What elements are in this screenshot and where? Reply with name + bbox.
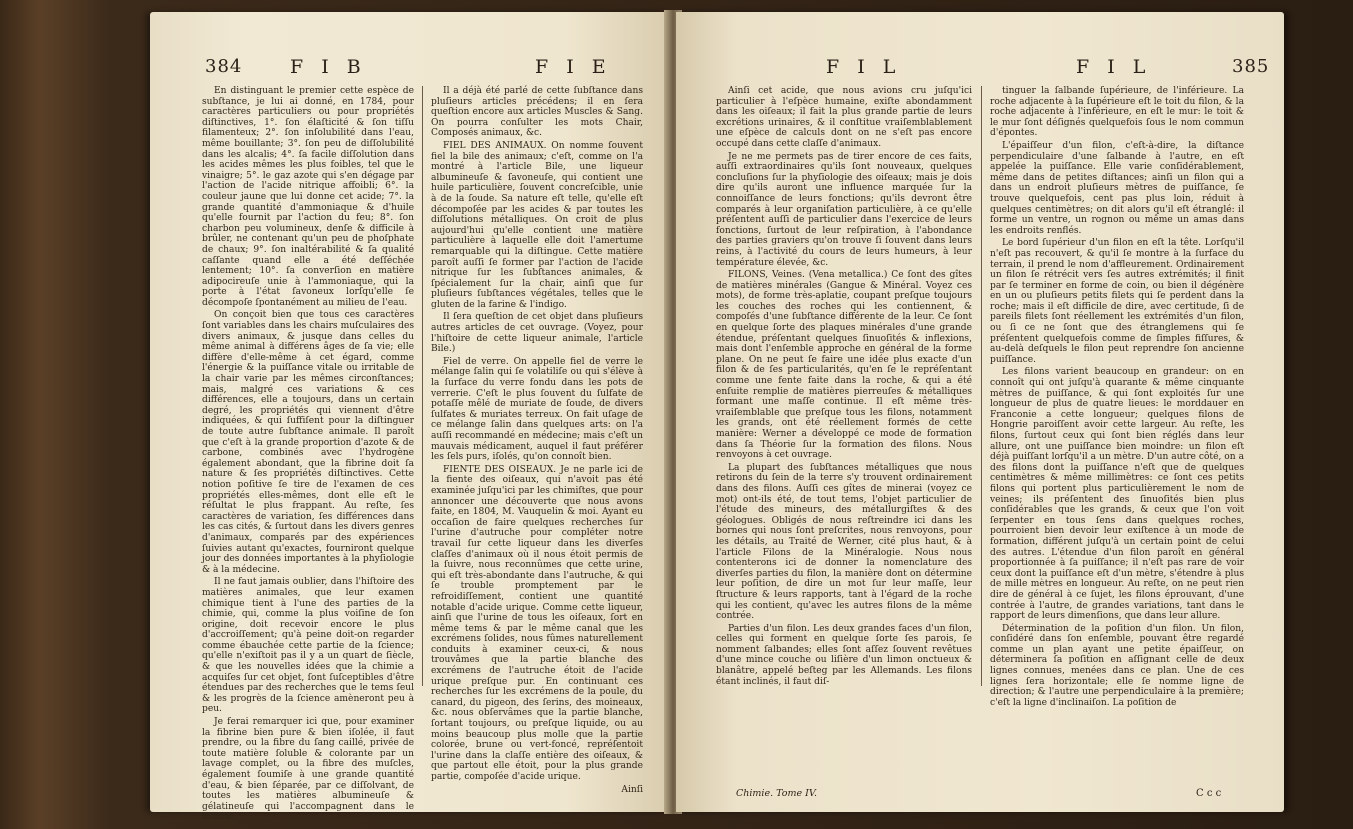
paragraph: La plupart des ſubſtances métalliques que nous retirons du ſein de la terre s'y trouvent ordinairement dans des filons. Auſſi ces gîtes de minerai (voyez ce mot) ont-ils été, de tout tems, l'objet particulier de l'étude des mineurs, des métallurgiſtes & des géologues. Obligés de nous reſtreindre ici dans les bornes qui nous ſont preſcrites, nous renvoyons, pour les détails, au Traité de Werner, cité plus haut, & à l'article Filons de la Minéralogie. Nous nous contenterons ici de donner la nomenclature des diverſes parties du filon, la manière dont on détermine leur poſition, de dire un mot ſur leur maſſe, leur ſtructure & leurs rapports, tant à l'égard de la roche qui les contient, qu'avec les autres filons de la même contrée. [716,462,972,622]
paragraph: Le bord ſupérieur d'un filon en eſt la tête. Lorſqu'il n'eſt pas recouvert, & qu'il ſe montre à la ſurface du terrain, il prend le nom d'affleurement. Ordinairement un filon ſe rétrécit vers ſes autres extrémités; il finit par ſe terminer en forme de coin, ou bien il dégénère en un ou pluſieurs petits filets qui ſe perdent dans la roche; mais il eſt difficile de dire, avec certitude, ſi de pareils filets ſont réellement les extrémités d'un filon, ou ſi ce ne ſont que des étranglemens qui ſe préſentent quelquefois comme de ſimples fiſſures, & au-delà deſquels le filon peut reprendre ſon ancienne puiſſance. [990,238,1244,365]
paragraph: Il ne faut jamais oublier, dans l'hiſtoire des matières animales, que leur examen chimique tient à l'une des parties de la chimie, qui, comme la plus voiſine de ſon origine, doit recevoir encore le plus d'accroiſſement; qu'à peine doit-on regarder comme ébauchée cette partie de la ſcience; qu'elle n'exiſtoit pas il y a un quart de ſiècle, & que les nouvelles idées que la chimie a acquiſes ſur cet objet, ſont ſuſceptibles d'être étendues par des recherches que le tems ſeul & les progrès de la ſcience amèneront peu à peu. [202,577,414,715]
running-title-fil-2: F I L [1076,56,1152,78]
left-column-2 [431,86,643,795]
entry-fiente-des-oiseaux: FIENTE DES OISEAUX. Je ne parle ici de la fiente des oiſeaux, qui n'avoit pas été examinée juſqu'ici par les chimiſtes, que pour annoncer une découverte que nous avons faite, en 1804, M. Vauquelin & moi. Ayant eu occaſion de faire quelques recherches ſur l'urine d'autruche pour compléter notre travail ſur cette liqueur dans les diverſes claſſes d'animaux où il nous étoit permis de la ſuivre, nous reconnûmes que cette urine, qui eſt très-abondante dans l'autruche, & qui ſe trouble promptement par le refroidiſſement, contient une quantité notable d'acide urique. Comme cette liqueur, ainſi que l'urine de tous les oiſeaux, ſort en même tems & par le même canal que les excrémens ſolides, nous fûmes naturellement conduits à examiner ceux-ci, & nous trouvâmes que la partie blanche des excrémens de l'autruche étoit de l'acide urique preſque pur. En continuant ces recherches ſur les excrémens de la poule, du canard, du pigeon, des ſerins, des moineaux, &c. nous obſervâmes que la partie blanche, ſortant toujours, ou preſque liquide, ou au moins beaucoup plus molle que la partie colorée, brune ou vert-foncé, repréſentoit l'urine dans la claſſe entière des oiſeaux, & que partout elle étoit, pour la plus grande partie, compoſée d'acide urique. [431,464,643,782]
paragraph: Parties d'un filon. Les deux grandes faces d'un filon, celles qui forment en quelque ſorte ſes parois, ſe nomment ſalbandes; elles ſont aſſez ſouvent revêtues d'une mince couche ou liſière d'un limon onctueux & blanâtre, appelé beſteg par les Allemands. Les filons étant inclinés, il faut diſ- [716,623,972,687]
paragraph: On conçoit bien que tous ces caractères ſont variables dans les chairs muſculaires des divers animaux, & jusque dans celles du même animal à différens âges de ſa vie; elle diffère d'elle-même à cet égard, comme l'énergie & la puiſſance vitale ou irritable de la chair varie par les mêmes circonſtances; mais, malgré ces variations & ces différences, elle a toujours, dans un certain degré, les propriétés qui viennent d'être indiquées, & qui ſuffiſent pour la diſtinguer de toute autre ſubſtance animale. Il paroît que c'eſt à la grande proportion d'azote & de carbone, combinés avec l'hydrogène également abondant, que la fibrine doit ſa nature & ſes propriétés diſtinctives. Cette notion poſitive ſe tire de l'examen de ces propriétés elles-mêmes, dont elle eſt le réſultat le plus frappant. Au reſte, ſes caractères de variation, ſes différences dans les cas cités, & ſurtout dans les divers genres d'animaux, comparés par des expériences ſuivies autant qu'exactes, fourniront quelque jour des données importantes à la phyſiologie & à la médecine. [202,310,414,575]
left-running-head [150,56,670,80]
paragraph: Détermination de la poſition d'un filon. Un filon, conſidéré dans ſon enſemble, pouvant être regardé comme un plan ayant une petite épaiſſeur, on déterminera ſa poſition en aſſignant celle de deux lignes connues, menées dans ce plan. Une de ces lignes ſera horizontale; elle ſe nomme ligne de direction; & l'autre une perpendiculaire à la première; c'eſt la ligne d'inclinaiſon. La poſition de [990,623,1244,708]
paragraph: Il ſera queſtion de cet objet dans pluſieurs autres articles de cet ouvrage. (Voyez, pour l'hiſtoire de cette liqueur animale, l'article Bile.) [431,312,643,355]
paragraph: Je ferai remarquer ici que, pour examiner la fibrine bien pure & bien iſolée, il faut prendre, ou la fibre du ſang caillé, privée de toute matière ſoluble & colorante par un lavage complet, ou la fibre des muſcles, également ſoumiſe à une grande quantité d'eau, & bien ſéparée, par ce diſſolvant, de toutes les matières albumineuſe & gélatineuſe qui l'accompagnent dans le muſcle. [202,717,414,823]
paragraph: L'épaiſſeur d'un filon, c'eſt-à-dire, la diſtance perpendiculaire d'une ſalbande à l'autre, en eſt appelée la puiſſance. Elle varie conſidérablement, même dans de petites diſtances; ainſi un filon qui a dans un endroit pluſieurs mètres de puiſſance, ſe trouve quelquefois, cent pas plus loin, réduit à quelques centimètres; on dit alors qu'il eſt étranglé: il forme un ventre, un rognon ou même un amas dans les endroits renflés. [990,140,1244,236]
signature-mark: C c c [1196,788,1222,799]
volume-footer: Chimie. Tome IV. [736,788,818,799]
running-title-fie: F I E [535,56,612,78]
running-title-fib: F I B [290,56,367,78]
catchword: Ainſi [621,784,643,795]
running-title-fil-1: F I L [826,56,902,78]
column-rule [422,86,423,686]
left-column-1 [202,86,414,823]
right-page [676,12,1284,812]
paragraph: tinguer la ſalbande ſupérieure, de l'inférieure. La roche adjacente à la ſupérieure eſt le toit du filon, & la roche adjacente à l'inférieure, en eſt le mur: le toit & le mur ſont déſignés quelquefois ſous le nom commun d'épontes. [990,86,1244,139]
column-rule [981,86,982,686]
paragraph: Il a déjà été parlé de cette ſubſtance dans pluſieurs articles précédens; il en ſera queſtion encore aux articles Muscles & Sang. On pourra conſulter les mots Chair, Composés animaux, &c. [431,86,643,139]
right-running-head [676,56,1284,80]
entry-filons: FILONS, Veines. (Vena metallica.) Ce ſont des gîtes de matières minérales (Gangue & Minéral. Voyez ces mots), de forme très-aplatie, coupant preſque toujours les couches des roches qui les contiennent, & compoſés d'une ſubſtance différente de la leur. Ce ſont en quelque ſorte des plaques minérales d'une grande étendue, préſentant quelques ſinuoſités & inflexions, mais dont l'enſemble approche en général de la forme plane. On ne peut ſe faire une idée plus exacte d'un filon & de ſes particularités, qu'en ſe le repréſentant comme une fente faite dans la roche, & qui a été enſuite remplie de matières pierreuſes & métalliques formant une maſſe continue. Il eſt même très-vraiſemblable que preſque tous les filons, notamment les grands, ont été réellement formés de cette manière: Werner a développé ce mode de formation dans ſa Théorie ſur la formation des filons. Nous renvoyons à cet ouvrage. [716,270,972,461]
left-page [150,12,670,823]
entry-fiel-de-verre: Fiel de verre. On appelle fiel de verre le mélange ſalin qui ſe volatiliſe ou qui s'élève à la ſurface du verre fondu dans les pots de verrerie. C'eſt le plus ſouvent du ſulfate de potaſſe mêlé de muriate de ſoude, de divers ſulfates & muriates terreux. On fait uſage de ce mélange ſalin dans quelques arts: on l'a auſſi recommandé en médecine; mais c'eſt un mauvais médicament, auquel il faut préférer les ſels purs, iſolés, qu'on connoît bien. [431,356,643,463]
right-column-2 [990,86,1244,791]
paragraph: Je ne me permets pas de tirer encore de ces faits, auſſi extraordinaires qu'ils ſont nouveaux, quelques concluſions ſur la phyſiologie des oiſeaux; mais je dois dire qu'ils auront une influence marquée ſur la connoiſſance de leurs fonctions; qu'ils devront être comparés à leur organiſation particulière, à ce qu'elle préſentent auſſi de particulier dans l'exercice de leurs fonctions, ſurtout de leur reſpiration, à l'abondance des parties graviers qu'on trouve ſi ſouvent dans leurs reins, à l'activité du cours de leurs humeurs, à leur température élevée, &c. [716,151,972,268]
paragraph: Ainſi cet acide, que nous avions cru juſqu'ici particulier à l'eſpèce humaine, exiſte abondamment dans les oiſeaux; il fait la plus grande partie de leurs excrétions urinaires, & il conſtitue vraiſemblablement une eſpèce de calculs dont on ne s'eſt pas encore occupé dans cette claſſe d'animaux. [716,86,972,149]
entry-fiel-des-animaux: FIEL DES ANIMAUX. On nomme ſouvent fiel la bile des animaux; c'eſt, comme on l'a montré à l'article Bile, une liqueur albumineuſe & ſavoneuſe, qui contient une huile particulière, ſouvent concreſcible, unie à de la ſoude. Sa nature eſt telle, qu'elle eſt décompoſée par les acides & par toutes les diſſolutions métalliques. On croit de plus aujourd'hui qu'elle contient une matière particulière à laquelle elle doit l'amertume remarquable qui la diſtingue. Cette matière paroît auſſi ſe former par l'action de l'acide nitrique ſur les ſubſtances animales, & ſpécialement ſur la chair, ainſi que ſur pluſieurs ſubſtances végétales, telles que le gluten de la farine & l'indigo. [431,140,643,310]
page-number-left: 384 [205,56,243,77]
paragraph: En distinguant le premier cette espèce de subſtance, je lui ai donné, en 1784, pour caractères particuliers ou pour propriétés diſtinctives, 1°. ſon élaſticité & ſon tiſſu filamenteux; 2°. ſon inſolubilité dans l'eau, même bouillante; 3°. ſon peu de diſſolubilité dans les alcalis; 4°. ſa facile diſſolution dans les acides mêmes les plus foibles, tel que le vinaigre; 5°. le gaz azote qui s'en dégage par l'action de l'acide nitrique affoibli; 6°. la couleur jaune que lui donne cet acide; 7°. la grande quantité d'ammoniaque & d'huile qu'elle fournit par l'action du feu; 8°. ſon charbon peu volumineux, denſe & difficile à brûler, ne contenant qu'un peu de phoſphate de chaux; 9°. ſon inaltérabilité & ſa qualité caſſante quand elle a été deſſéchée lentement; 10°. ſa converſion en matière adipocireuſe unie à l'ammoniaque, qui la porte à l'état ſavoneux lorſqu'elle ſe décompoſe ſpontanément au milieu de l'eau. [202,86,414,308]
paragraph: Les filons varient beaucoup en grandeur: on en connoît qui ont juſqu'à quarante & même cinquante mètres de puiſſance, & qui ſont exploités ſur une longueur de plus de quatre lieues: le morddauer en Franconie a cette longueur; quelques filons de Hongrie paroiſſent avoir cette largeur. Au reſte, les filons, ſurtout ceux qui ſont bien réglés dans leur allure, ont une puiſſance bien moindre: un filon eſt déjà puiſſant lorſqu'il a un mètre. D'un autre côté, on a des filons dont la puiſſance n'eſt que de quelques centimètres & même millimètres: ce ſont ces petits filons qui portent plus particulièrement le nom de veines; ils préſentent des ſinuoſités bien plus conſidérables que les grands, & ceux que l'on voit ſerpenter en tous ſens dans quelques roches, pourroient bien devoir leur exiſtence à un mode de formation, différent juſqu'à un certain point de celui des autres. L'étendue d'un filon paroît en général proportionnée à ſa puiſſance; il n'eſt pas rare de voir ceux dont la puiſſance eſt d'un mètre, s'étendre à plus de mille mètres en longueur. Au reſte, on ne peut rien dire de général à ce ſujet, les filons éprouvant, d'une contrée à l'autre, de grandes variations, tant dans le rapport de leurs dimenſions, que dans leur allure. [990,367,1244,622]
right-column-1 [716,86,972,791]
page-number-right: 385 [1232,56,1270,77]
